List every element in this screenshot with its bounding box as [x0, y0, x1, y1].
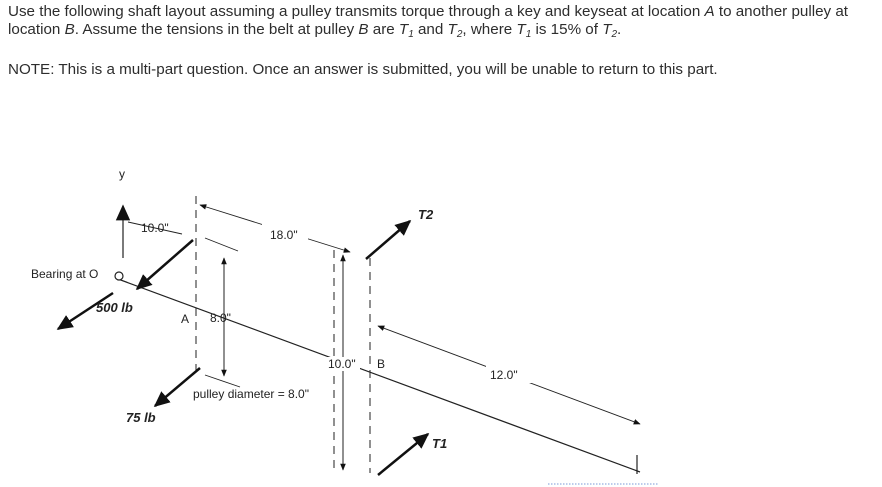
question-pct: is 15% of [531, 21, 603, 38]
label-a: A [181, 312, 190, 326]
load-75-label: 75 lb [126, 410, 156, 425]
pulley-diameter-label: pulley diameter = 8.0" [193, 387, 309, 401]
bearing-o-icon [115, 272, 123, 280]
dim-18-label: 18.0" [270, 228, 298, 242]
question-and: and [413, 21, 448, 38]
location-b-ref-2: B [358, 21, 369, 38]
bearing-label: Bearing at O [31, 267, 99, 281]
t1-label: T1 [432, 436, 448, 451]
t2-letter: T [447, 21, 457, 38]
t1-sub: 1 [408, 29, 414, 40]
t2b-letter: T [602, 21, 612, 38]
t2-sub: 2 [456, 29, 463, 40]
t1b-sub: 1 [525, 29, 532, 40]
location-b-ref: B [64, 21, 75, 38]
t1-letter: T [398, 21, 409, 38]
y-axis-label: y [119, 167, 125, 181]
dim-8-bottom-ext [205, 375, 240, 387]
question-intro: Use the following shaft layout assuming a pulley transmits torque through a key and keyseat at location [8, 3, 705, 20]
dim-10-right-label: 10.0" [328, 357, 356, 371]
question-mid1: to another pulley at location [8, 3, 849, 38]
location-a-ref: A [704, 3, 715, 20]
question-mid3: are [368, 21, 399, 38]
t1b-letter: T [516, 21, 526, 38]
load-500-label: 500 lb [96, 300, 133, 315]
t2-label: T2 [418, 207, 434, 222]
t2-arrow [366, 221, 410, 259]
dim-8-top-ext [205, 238, 238, 251]
label-b: B [377, 357, 386, 371]
t1-arrow [378, 434, 428, 475]
dim-10-left-label: 10.0" [141, 221, 169, 235]
dim-12-label: 12.0" [490, 368, 518, 382]
note-text: NOTE: This is a multi-part question. Once an answer is submitted, you will be unable to return to this part. [8, 61, 718, 78]
question-end: . [617, 21, 622, 38]
shaft-line [118, 279, 640, 472]
t2b-sub: 2 [611, 29, 618, 40]
question-mid2: . Assume the tensions in the belt at pulley [74, 21, 359, 38]
question-where: , where [462, 21, 517, 38]
load-500-arrow-upper [137, 240, 193, 289]
dim-8-label: 8.0" [210, 311, 231, 325]
